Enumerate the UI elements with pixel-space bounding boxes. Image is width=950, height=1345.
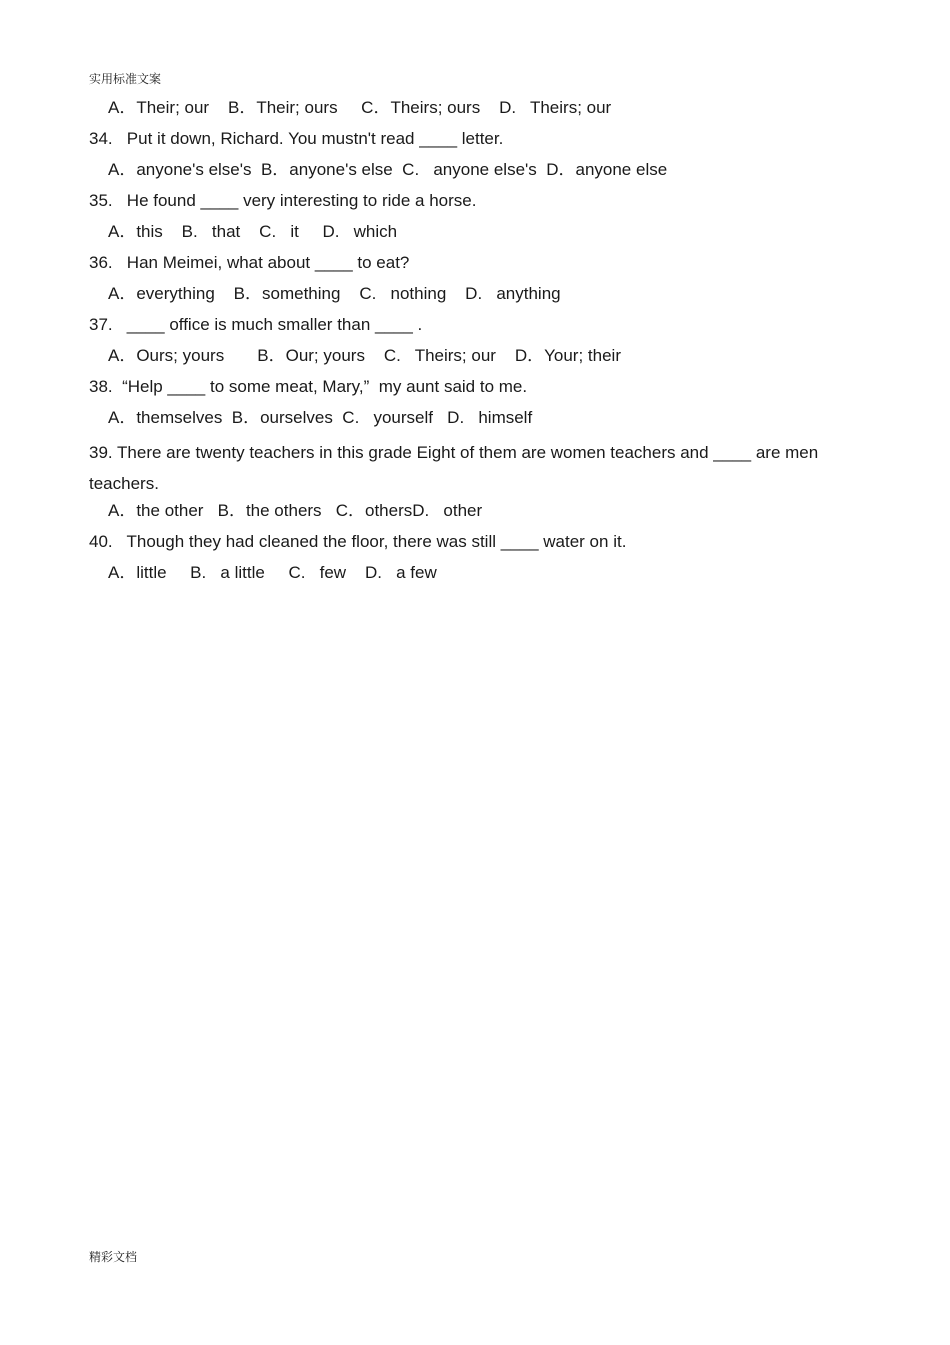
question-35: 35. He found ____ very interesting to ride a horse. xyxy=(89,191,477,210)
question-list xyxy=(89,96,879,592)
option-line-34: A．anyone's else's B．anyone's else C. anyone else's D．anyone else xyxy=(108,160,668,179)
question-34: 34. Put it down, Richard. You mustn't read ____ letter. xyxy=(89,129,504,148)
question-40: 40. Though they had cleaned the floor, there was still ____ water on it. xyxy=(89,532,627,551)
option-line-38: A．themselves B．ourselves C. yourself D. himself xyxy=(108,408,533,427)
option-line-39: A．the other B．the others C．othersD. other xyxy=(108,501,483,520)
question-36: 36. Han Meimei, what about ____ to eat? xyxy=(89,253,410,272)
option-line-40: A．little B. a little C. few D. a few xyxy=(108,563,437,582)
question-37: 37. ____ office is much smaller than ____ . xyxy=(89,315,423,334)
option-line-33: A．Their; our B．Their; ours C．Theirs; ours D. Theirs; our xyxy=(108,98,612,117)
page-footer: 精彩文档 xyxy=(89,1250,138,1264)
option-line-37: A．Ours; yours B．Our; yours C. Theirs; our D．Your; their xyxy=(108,346,621,365)
question-39: 39. There are twenty teachers in this grade Eight of them are women teachers and ____ are men teachers. xyxy=(89,443,819,493)
page-header: 实用标准文案 xyxy=(89,72,162,86)
question-38: 38. “Help ____ to some meat, Mary,” my aunt said to me. xyxy=(89,377,528,396)
option-line-35: A．this B. that C. it D. which xyxy=(108,222,398,241)
option-line-36: A．everything B．something C. nothing D. anything xyxy=(108,284,561,303)
